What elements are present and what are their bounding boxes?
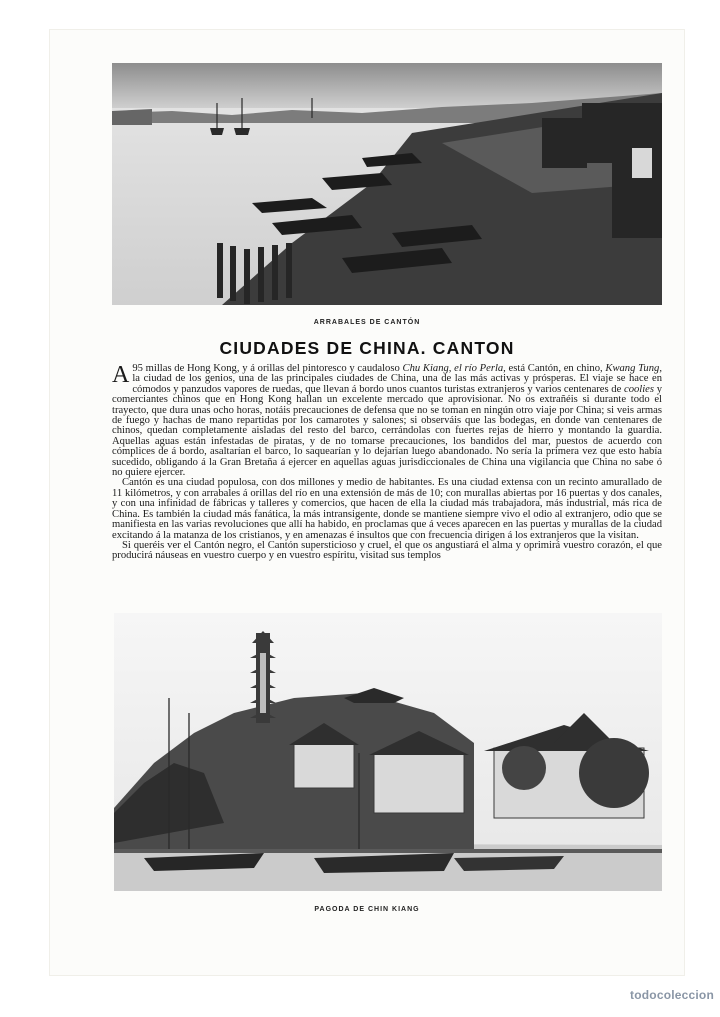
drop-cap: A (112, 362, 130, 388)
photo-canton-suburbs (112, 63, 662, 305)
paragraph-2: Cantón es una ciudad populosa, con dos millones y medio de habitantes. Es una ciudad extensa con un recinto amurallado de 11 kilómetros, y con arrabales á orillas del río en una extensión de más de 10; con murallas abiertas por 16 puertas y dos canales, y con una infinidad de fábricas y talleres y comercios, que hacen de ella la ciudad más trabajadora, más industrial, más rica de China. Es también la ciudad más fanática, la más intransigente, donde se mantiene siempre vivo el odio al extranjero, odio que se manifiesta en las varias revoluciones que allí ha habido, en proclamas que á veces aparecen en las puertas y murallas de la ciudad excitando á la matanza de los cristianos, y en amenazas é insultos que con frecuencia dirigen á los extranjeros que la visitan. (112, 477, 662, 541)
magazine-page (50, 30, 684, 975)
chinese-name: Kwang Tung, (605, 363, 662, 374)
paragraph-1 (112, 364, 662, 478)
photo-pagoda-chin-kiang (114, 613, 662, 891)
article-body (112, 364, 662, 562)
paragraph-1-text-b: está Cantón, en chino, (505, 363, 606, 374)
harbor-illustration (112, 63, 662, 305)
watermark-logo: todocoleccion (630, 988, 714, 1002)
coolies-term: coolies (624, 383, 655, 395)
pagoda-illustration (114, 613, 662, 891)
river-name: Chu Kiang, el río Perla, (402, 363, 506, 374)
paragraph-1-text-c: la ciudad de los genios, una de las principales ciudades de China, una de las más activas y prósperas. El viaje se hace en cómodos y panzudos vapores de ruedas, que llevan á bordo unos cuantos turistas extranjeros y varios centenares de (132, 373, 662, 395)
paragraph-1-text-a: 95 millas de Hong Kong, y á orillas del pintoresco y caudaloso (132, 363, 403, 374)
caption-top: ARRABALES DE CANTÓN (313, 319, 421, 326)
caption-bottom: PAGODA DE CHIN KIANG (314, 906, 420, 913)
article-title: CIUDADES DE CHINA. CANTON (219, 338, 515, 358)
paragraph-3: Si queréis ver el Cantón negro, el Cantón supersticioso y cruel, el que os angustiará el alma y oprimirá vuestro corazón, el que producirá náuseas en vuestro cuerpo y en vuestro espíritu, visitad sus templos (112, 539, 662, 562)
paragraph-1-text-d: y comerciantes chinos que en Hong Kong hallan un excelente mercado que aprovisionar. No os extrañéis si durante todo el trayecto, que dura unas ocho horas, notáis precauciones de defensa que no se toman en ningún otro viaje por China; si veis armas de fuego y hachas de mano repartidas por los camarotes y salones; si observáis que las bodegas, en donde van centenares de chinos, quedan completamente aisladas del resto del barco, cerrándolas con fuertes rejas de hierro y montando la guardia. Aquellas aguas están infestadas de piratas, y de no tomarse precauciones, los bandidos del mar, puestos de acuerdo con cómplices de á bordo, asaltarían el barco, lo saquearían y lo dejarían luego abandonado. No sería la primera vez que esto había sucedido, obligando á la Gran Bretaña á ejercer en aquellas aguas jurisdiccionales de China una vigilancia que China no sabe ó no quiere ejercer. (112, 383, 662, 479)
